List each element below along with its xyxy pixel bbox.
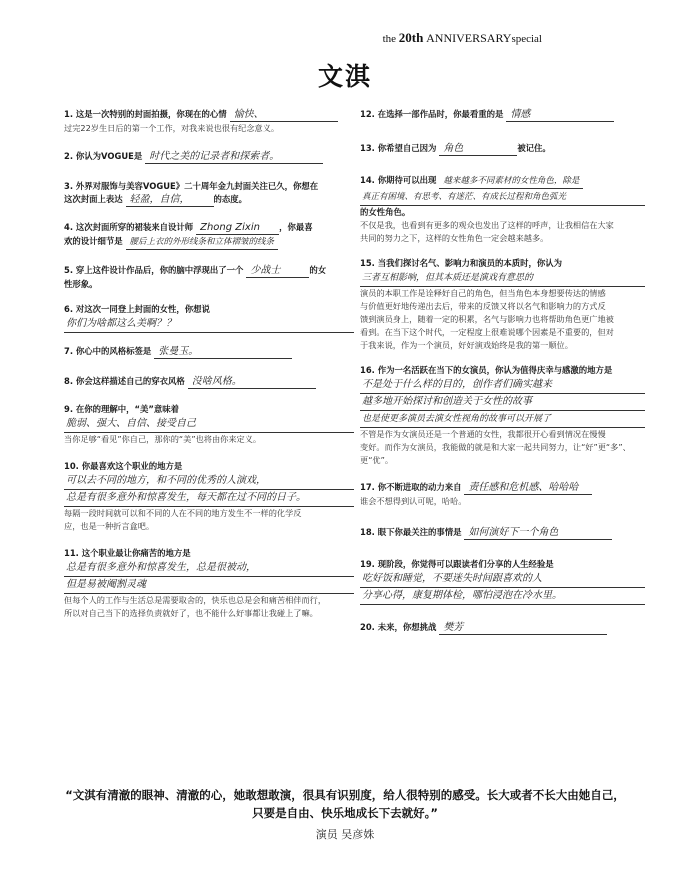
handwritten-answer: 三者互相影响，但其本质还是演戏有意思的 [360,270,645,287]
question-text-cont: 的女性角色。 [360,207,411,217]
right-column [360,108,645,635]
answer-note-line-1: 不管是作为女演员还是一个普通的女性，我都很开心看到情况在慢慢 [360,429,606,439]
handwritten-answer: 没啥风格。 [188,375,316,389]
quote-line-2: 只要是自由、快乐地成长下去就好。” [252,806,438,820]
question-5 [64,264,354,291]
handwritten-answer: 愉快、 [230,108,338,122]
question-text: 1. 这是一次特别的封面拍摄，你现在的心情 [64,109,227,119]
answer-note: 过完22岁生日后的第一个工作，对我来说也很有纪念意义。 [64,123,280,133]
question-text: 17. 你不断进取的动力来自 [360,482,462,492]
handwritten-answer-line-2: 但是易被阉割灵魂 [64,577,354,594]
question-13 [360,142,645,156]
handwritten-answer-line-1: 不是处于什么样的目的，创作者们确实越来 [360,377,645,394]
handwritten-answer: 张曼玉。 [154,345,292,359]
question-text-cont: 这次封面上表达 [64,194,123,204]
handwritten-answer: 你们为啥都这么美啊？？ [64,316,354,333]
question-text: 13. 你希望自己因为 [360,143,437,153]
question-text: 18. 眼下你最关注的事情是 [360,527,462,537]
answer-note-line-2: 变好。而作为女演员，我能做的就是和大家一起共同努力，让“好”更“多”、 [360,442,631,452]
handwritten-answer-line-2: 真正有困境、有思考、有迷茫、有成长过程和角色弧光 [360,189,645,206]
handwritten-answer-line-1: 吃好饭和睡觉，不要迷失时间跟喜欢的人 [360,571,645,588]
answer-note-line-1: 演员的本职工作是诠释好自己的角色，但当角色本身想要传达的情感 [360,288,606,298]
question-16 [360,364,645,467]
question-text: 20. 未来，你想挑战 [360,622,437,632]
handwritten-answer-line-2: 越多地开始探讨和创造关于女性的故事 [360,394,645,411]
question-text: 19. 现阶段，你觉得可以跟读者们分享的人生经验是 [360,559,554,569]
question-3 [64,180,354,207]
question-text: 6. 对这次一同登上封面的女性，你想说 [64,304,210,314]
question-text: 14. 你期待可以出现 [360,175,437,185]
question-text: 9. 在你的理解中，“美”意味着 [64,404,180,414]
header-anniversary: ANNIVERSARY [426,31,512,45]
handwritten-answer: 情感 [506,108,614,122]
header-num: 20th [398,30,424,45]
question-15 [360,257,645,352]
handwritten-answer: 轻盈，自信， [126,193,214,207]
question-text-cont: 性形象。 [64,279,98,289]
question-text: 16. 作为一名活跃在当下的女演员，你认为值得庆幸与感激的地方是 [360,365,613,375]
handwritten-answer-line-2: 总是有很多意外和惊喜发生，每天都在过不同的日子。 [64,490,354,507]
question-text: 7. 你心中的风格标签是 [64,346,152,356]
handwritten-answer: 如何演好下一个角色 [464,526,612,540]
question-tail: 被记住。 [517,143,551,153]
handwritten-answer-line-1: 越来越多不同素材的女性角色，除是 [439,175,583,189]
question-9 [64,403,354,446]
answer-note-line-2: 与价值更好地传递出去后，带来的反馈又将以名气和影响力的方式反 [360,301,606,311]
question-17 [360,481,645,508]
answer-note-line-5: 于我来说，作为一个演员，好好演戏始终是我的第一顺位。 [360,340,573,350]
question-19 [360,558,645,605]
question-6 [64,303,354,333]
quote-line-1: “文淇有清澈的眼神、清澈的心，她敢想敢演，很具有识别度，给人很特别的感受。长大或者不长大由她自己， [65,788,625,802]
header-the: the [382,33,397,45]
question-text: 12. 在选择一部作品时，你最看重的是 [360,109,504,119]
question-text: 11. 这个职业最让你痛苦的地方是 [64,548,191,558]
handwritten-answer-line-1: 总是有很多意外和惊喜发生，总是很被动， [64,560,354,577]
handwritten-answer-line-2: 分享心得，康复期体检，哪怕浸泡在冷水里。 [360,588,645,605]
question-text-cont: 欢的设计细节是 [64,236,123,246]
question-1 [64,108,354,135]
question-text: 8. 你会这样描述自己的穿衣风格 [64,376,185,386]
answer-note-line-1: 不仅是我，也看到有更多的观众也发出了这样的呼声，让我相信在大家 [360,220,614,230]
answer-note-line-1: 每隔一段时间就可以和不同的人在不同的地方发生不一样的化学反 [64,508,302,518]
question-text: 5. 穿上这件设计作品后，你的脑中浮现出了一个 [64,265,244,275]
handwritten-answer: 樊芳 [439,621,607,635]
handwritten-answer-2: 腰后上衣的外形线条和立体褶皱的线条 [126,236,279,250]
question-text: 15. 当我们探讨名气、影响力和演员的本质时，你认为 [360,258,563,268]
pull-quote [0,786,690,822]
answer-note: 当你足够“看见”你自己，那你的“美”也将由你来定义。 [64,434,262,444]
handwritten-answer: 责任感和危机感、哈哈哈 [464,481,592,495]
handwritten-answer: Zhong Zixin [196,221,279,235]
answer-note-line-2: 共同的努力之下，这样的女性角色一定会越来越多。 [360,233,549,243]
handwritten-answer-line-3: 也是使更多演员去演女性视角的故事可以开展了 [360,411,645,428]
handwritten-answer: 时代之美的记录者和探索者。 [145,150,323,164]
question-18 [360,526,645,540]
handwritten-answer: 脆弱、强大、自信、接受自己 [64,416,354,433]
question-text: 3. 外界对服饰与美容VOGUE》二十周年金九封面关注已久，你想在 [64,181,319,191]
question-4 [64,221,354,250]
answer-note-line-3: 馈到演员身上，随着一定的积累，名气与影响力也将帮助角色更广地被 [360,314,614,324]
answer-note-line-1: 但每个人的工作与生活总是需要取舍的，快乐也总是会和痛苦相伴而行， [64,595,327,605]
answer-note-line-2: 应，也是一种折言盒吧。 [64,521,155,531]
page-title: 文淇 [317,62,372,91]
quote-attribution: 演员 吴彦姝 [315,828,375,841]
handwritten-answer: 角色 [439,142,517,156]
left-column [64,108,354,620]
question-14 [360,174,645,245]
question-7 [64,345,354,359]
answer-note-line-3: 更“优”。 [360,455,394,465]
question-text: 10. 你最喜欢这个职业的地方是 [64,461,183,471]
question-2 [64,150,354,164]
question-10 [64,460,354,533]
answer-note-line-2: 所以对自己当下的选择负责就好了，也不能什么好事都让我碰上了嘛。 [64,608,318,618]
question-20 [360,621,645,635]
question-tail: 的态度。 [213,194,248,204]
magazine-header [383,30,542,46]
question-text: 4. 这次封面所穿的裙装来自设计师 [64,222,194,232]
answer-note: 谁会不想得到认可呢，哈哈。 [360,496,467,506]
handwritten-answer: 少战士 [246,264,309,278]
question-tail: 的女 [309,265,327,275]
question-11 [64,547,354,620]
question-tail: ，你最喜 [279,222,313,232]
question-text: 2. 你认为VOGUE是 [64,151,143,161]
header-special: special [511,33,542,45]
question-8 [64,375,354,389]
answer-note-line-4: 看到。在当下这个时代，一定程度上很难说哪个因素是不重要的，但对 [360,327,614,337]
handwritten-answer-line-1: 可以去不同的地方，和不同的优秀的人演戏， [64,473,354,490]
question-12 [360,108,645,122]
